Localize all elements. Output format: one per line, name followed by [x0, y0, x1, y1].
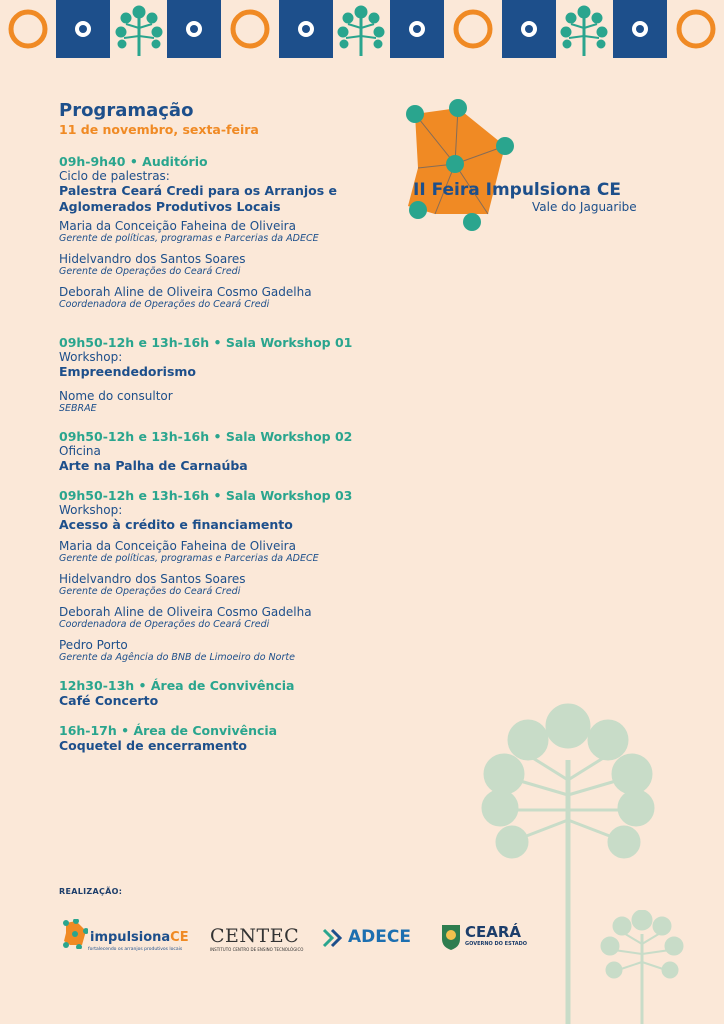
palm-tree-icon [338, 6, 384, 56]
speaker-role: Gerente de Operações do Ceará Credi [59, 586, 241, 597]
speaker-name: Maria da Conceição Faheina de Oliveira [59, 219, 296, 233]
session-time: 09h-9h40 • Auditório [59, 154, 208, 169]
speaker-name: Pedro Porto [59, 638, 128, 652]
session-item [59, 154, 419, 311]
speaker [59, 219, 419, 245]
speaker-role: Coordenadora de Operações do Ceará Credi [59, 619, 270, 630]
speaker [59, 638, 419, 664]
speaker-role: Gerente da Agência do BNB de Limoeiro do Norte [59, 652, 295, 663]
top-pattern-band [0, 0, 724, 60]
session-title: Arte na Palha de Carnaúba [59, 458, 248, 473]
centec-logo [210, 925, 310, 957]
speaker-role: Gerente de políticas, programas e Parcerias da ADECE [59, 233, 319, 244]
session-item [59, 335, 419, 415]
ring-icon [233, 12, 267, 46]
ceara-crest-icon [440, 921, 462, 951]
session-type: Ciclo de palestras: [59, 169, 170, 183]
ring-icon [679, 12, 713, 46]
flower-tile-icon [502, 0, 556, 58]
speaker [59, 389, 419, 415]
event-title: II Feira Impulsiona CE [413, 180, 621, 200]
session-title: Palestra Ceará Credi para os Arranjos e Aglomerados Produtivos Locais [59, 183, 338, 214]
speaker-role: Gerente de políticas, programas e Parcerias da ADECE [59, 553, 319, 564]
flower-tile-icon [613, 0, 667, 58]
carnauba-palm-small-icon [600, 910, 684, 1024]
session-time: 12h30-13h • Área de Convivência [59, 678, 295, 693]
session-item [59, 429, 419, 474]
speaker-role: SEBRAE [59, 403, 97, 414]
session-time: 09h50-12h e 13h-16h • Sala Workshop 02 [59, 429, 353, 444]
impulsiona-tagline: fortalecendo os arranjos produtivos locais [88, 947, 183, 952]
session-title: Acesso à crédito e financiamento [59, 517, 293, 532]
impulsiona-logo [62, 919, 202, 959]
session-type: Oficina [59, 444, 101, 458]
session-title: Café Concerto [59, 693, 159, 708]
speaker-role: Gerente de Operações do Ceará Credi [59, 266, 241, 277]
ceara-logo [440, 921, 540, 957]
palm-tree-icon [561, 6, 607, 56]
session-item [59, 678, 419, 709]
program-section [59, 101, 419, 768]
speaker-name: Deborah Aline de Oliveira Cosmo Gadelha [59, 285, 312, 299]
speaker [59, 252, 419, 278]
flower-tile-icon [167, 0, 221, 58]
speaker-name: Nome do consultor [59, 389, 173, 403]
impulsiona-mark-icon [62, 919, 88, 949]
speaker-role: Coordenadora de Operações do Ceará Credi [59, 299, 270, 310]
session-type: Workshop: [59, 503, 123, 517]
session-type: Workshop: [59, 350, 123, 364]
adece-chevron-icon [322, 926, 348, 950]
speaker-name: Deborah Aline de Oliveira Cosmo Gadelha [59, 605, 312, 619]
palm-tree-icon [116, 6, 162, 56]
session-item [59, 723, 419, 754]
speaker [59, 539, 419, 565]
session-time: 09h50-12h e 13h-16h • Sala Workshop 03 [59, 488, 353, 503]
session-item [59, 488, 419, 664]
program-date: 11 de novembro, sexta-feira [59, 122, 259, 137]
realizacao-label: REALIZAÇÃO: [59, 887, 123, 896]
speaker-name: Hidelvandro dos Santos Soares [59, 572, 246, 586]
centec-wordmark: CENTEC [210, 925, 300, 947]
ring-icon [456, 12, 490, 46]
speaker [59, 572, 419, 598]
session-title: Empreendedorismo [59, 364, 196, 379]
impulsiona-wordmark: impulsiona [90, 930, 171, 945]
ring-icon [11, 12, 45, 46]
event-logo [400, 96, 530, 236]
ceara-tagline: GOVERNO DO ESTADO [465, 941, 527, 947]
speaker-name: Maria da Conceição Faheina de Oliveira [59, 539, 296, 553]
event-subtitle: Vale do Jaguaribe [532, 200, 637, 214]
flower-tile-icon [390, 0, 444, 58]
adece-wordmark: ADECE [348, 927, 411, 947]
adece-logo [322, 926, 432, 956]
program-heading: Programação [59, 100, 194, 121]
speaker [59, 605, 419, 631]
ceara-wordmark: CEARÁ [465, 923, 522, 941]
session-time: 16h-17h • Área de Convivência [59, 723, 278, 738]
session-title: Coquetel de encerramento [59, 738, 247, 753]
flower-tile-icon [279, 0, 333, 58]
impulsiona-ce-wordmark: CE [170, 930, 189, 945]
speaker [59, 285, 419, 311]
speaker-name: Hidelvandro dos Santos Soares [59, 252, 246, 266]
flower-tile-icon [56, 0, 110, 58]
centec-tagline: INSTITUTO CENTRO DE ENSINO TECNOLÓGICO [210, 947, 304, 952]
session-time: 09h50-12h e 13h-16h • Sala Workshop 01 [59, 335, 353, 350]
